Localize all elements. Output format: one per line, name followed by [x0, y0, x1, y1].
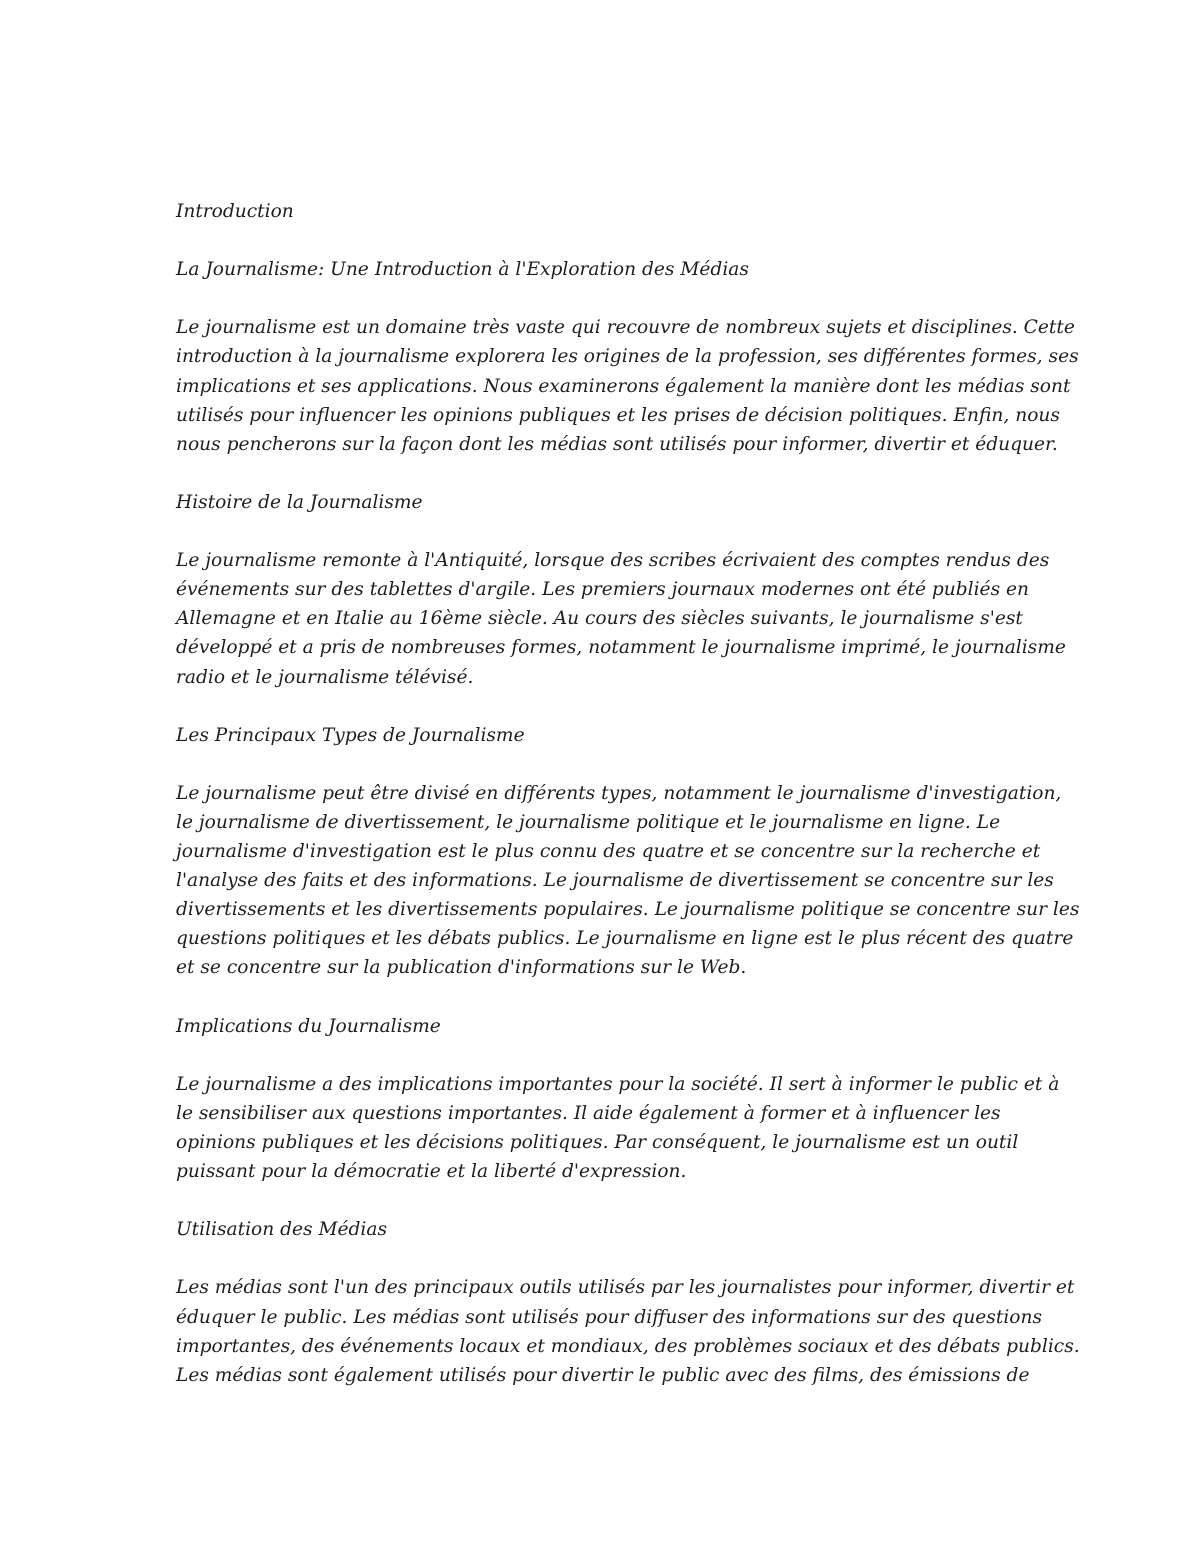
text-line: questions politiques et les débats publics. Le journalisme en ligne est le plus récent des quatre	[176, 928, 1074, 950]
text-line: implications et ses applications. Nous examinerons également la manière dont les médias sont	[176, 375, 1071, 397]
text-line: Le journalisme remonte à l'Antiquité, lorsque des scribes écrivaient des comptes rendus des	[176, 550, 1050, 572]
text-line: Le journalisme peut être divisé en différents types, notamment le journalisme d'investigation,	[176, 782, 1062, 804]
text-line: importantes, des événements locaux et mondiaux, des problèmes sociaux et des débats publics.	[176, 1335, 1080, 1357]
text-line: le journalisme de divertissement, le journalisme politique et le journalisme en ligne. Le	[176, 811, 1001, 833]
section-heading-history: Histoire de la Journalisme	[176, 491, 423, 513]
document-subtitle: La Journalisme: Une Introduction à l'Exploration des Médias	[176, 259, 749, 281]
text-line: Allemagne et en Italie au 16ème siècle. Au cours des siècles suivants, le journalisme s'est	[176, 608, 1023, 630]
text-line: journalisme d'investigation est le plus connu des quatre et se concentre sur la recherche et	[176, 841, 1041, 863]
types-paragraph	[176, 779, 1080, 983]
text-line: l'analyse des faits et des informations. Le journalisme de divertissement se concentre sur les	[176, 870, 1054, 892]
text-line: utilisés pour influencer les opinions publiques et les prises de décision politiques. Enfin, nous	[176, 404, 1060, 426]
text-line: événements sur des tablettes d'argile. Les premiers journaux modernes ont été publiés en	[176, 579, 1029, 601]
text-line: nous pencherons sur la façon dont les médias sont utilisés pour informer, divertir et éduquer.	[176, 433, 1058, 455]
text-line: puissant pour la démocratie et la liberté d'expression.	[176, 1161, 687, 1183]
text-line: développé et a pris de nombreuses formes, notamment le journalisme imprimé, le journalisme	[176, 637, 1066, 659]
section-heading-types: Les Principaux Types de Journalisme	[176, 724, 525, 746]
text-line: le sensibiliser aux questions importantes. Il aide également à former et à influencer les	[176, 1102, 1001, 1124]
section-heading-implications: Implications du Journalisme	[176, 1015, 441, 1037]
text-line: Le journalisme a des implications importantes pour la société. Il sert à informer le public et à	[176, 1073, 1060, 1095]
text-line: Le journalisme est un domaine très vaste qui recouvre de nombreux sujets et disciplines. Cette	[176, 317, 1075, 339]
text-line: radio et le journalisme télévisé.	[176, 666, 474, 688]
text-line: divertissements et les divertissements populaires. Le journalisme politique se concentre sur les	[176, 899, 1080, 921]
intro-paragraph	[176, 313, 1079, 458]
text-line: opinions publiques et les décisions politiques. Par conséquent, le journalisme est un outil	[176, 1132, 1019, 1153]
history-paragraph	[176, 546, 1066, 691]
media-paragraph	[176, 1273, 1080, 1389]
text-line: Les médias sont l'un des principaux outils utilisés par les journalistes pour informer, divertir et	[176, 1277, 1075, 1299]
document-body	[176, 197, 1080, 1419]
section-heading-media: Utilisation des Médias	[176, 1219, 387, 1241]
implications-paragraph	[176, 1070, 1060, 1186]
text-line: et se concentre sur la publication d'informations sur le Web.	[176, 957, 747, 979]
document-title: Introduction	[176, 201, 294, 222]
text-line: éduquer le public. Les médias sont utilisés pour diffuser des informations sur des questions	[176, 1306, 1042, 1328]
text-line: Les médias sont également utilisés pour divertir le public avec des films, des émissions de	[176, 1364, 1030, 1386]
text-line: introduction à la journalisme explorera les origines de la profession, ses différentes formes, ses	[176, 346, 1079, 368]
